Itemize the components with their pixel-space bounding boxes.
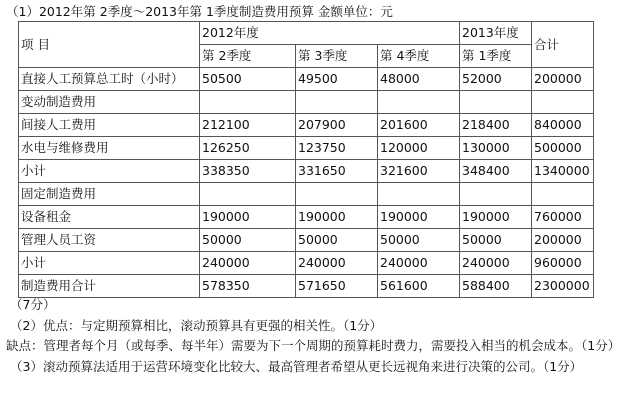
table-row (19, 229, 594, 252)
row-label: 间接人工费用 (19, 114, 200, 137)
table-cell: 578350 (200, 275, 296, 298)
table-cell: 190000 (460, 206, 532, 229)
table-cell: 500000 (532, 137, 594, 160)
table-header-row (19, 22, 594, 45)
table-cell (200, 91, 296, 114)
row-label: 变动制造费用 (19, 91, 200, 114)
table-cell (200, 183, 296, 206)
row-label: 设备租金 (19, 206, 200, 229)
table-cell: 201600 (378, 114, 460, 137)
table-cell: 588400 (460, 275, 532, 298)
table-row (19, 160, 594, 183)
table-cell: 190000 (200, 206, 296, 229)
row-label: 小计 (19, 160, 200, 183)
table-cell: 50000 (378, 229, 460, 252)
row-label: 制造费用合计 (19, 275, 200, 298)
table-cell (378, 183, 460, 206)
table-cell: 50000 (460, 229, 532, 252)
table-cell: 240000 (378, 252, 460, 275)
table-row (19, 114, 594, 137)
advantage-text: （2）优点：与定期预算相比，滚动预算具有更强的相关性。（1分） (10, 317, 383, 333)
table-cell: 960000 (532, 252, 594, 275)
table-cell: 130000 (460, 137, 532, 160)
table-cell: 331650 (296, 160, 378, 183)
table-cell: 48000 (378, 68, 460, 91)
table-cell: 338350 (200, 160, 296, 183)
table-cell: 50000 (200, 229, 296, 252)
table-cell: 218400 (460, 114, 532, 137)
table-cell: 571650 (296, 275, 378, 298)
quarter-header: 第 3季度 (296, 45, 378, 68)
table-cell: 561600 (378, 275, 460, 298)
table-cell: 348400 (460, 160, 532, 183)
table-cell: 200000 (532, 68, 594, 91)
table-cell (532, 183, 594, 206)
disadvantage-text: 缺点：管理者每个月（或每季、每半年）需要为下一个周期的预算耗时费力，需要投入相当的机会成本。（1分） (6, 338, 621, 353)
table-cell: 49500 (296, 68, 378, 91)
page-title: （1）2012年第 2季度～2013年第 1季度制造费用预算 金额单位：元 (6, 4, 393, 19)
quarter-header: 第 4季度 (378, 45, 460, 68)
table-cell: 240000 (200, 252, 296, 275)
item-header: 项 目 (19, 22, 200, 68)
table-cell: 321600 (378, 160, 460, 183)
table-cell: 840000 (532, 114, 594, 137)
score-note: （7分） (10, 297, 56, 312)
total-header: 合计 (532, 22, 594, 68)
table-cell: 190000 (378, 206, 460, 229)
table-cell: 240000 (296, 252, 378, 275)
table-cell (532, 91, 594, 114)
table-cell: 212100 (200, 114, 296, 137)
table-cell: 207900 (296, 114, 378, 137)
table-row (19, 206, 594, 229)
budget-body (19, 68, 594, 298)
quarter-header: 第 2季度 (200, 45, 296, 68)
table-cell (460, 91, 532, 114)
table-cell: 123750 (296, 137, 378, 160)
applicability-text: （3）滚动预算法适用于运营环境变化比较大、最高管理者希望从更长远视角来进行决策的公司。（1分） (10, 358, 583, 374)
row-label: 小计 (19, 252, 200, 275)
table-cell: 760000 (532, 206, 594, 229)
table-row (19, 137, 594, 160)
table-cell: 1340000 (532, 160, 594, 183)
row-label: 水电与维修费用 (19, 137, 200, 160)
table-cell: 240000 (460, 252, 532, 275)
table-cell (296, 183, 378, 206)
table-cell (296, 91, 378, 114)
table-cell: 2300000 (532, 275, 594, 298)
table-row (19, 91, 594, 114)
budget-table (18, 21, 594, 298)
table-cell: 200000 (532, 229, 594, 252)
table-cell: 52000 (460, 68, 532, 91)
table-cell: 120000 (378, 137, 460, 160)
table-cell: 190000 (296, 206, 378, 229)
quarter-header: 第 1季度 (460, 45, 532, 68)
table-row (19, 68, 594, 91)
table-cell (460, 183, 532, 206)
answer-notes (6, 295, 640, 377)
table-cell (378, 91, 460, 114)
row-label: 管理人员工资 (19, 229, 200, 252)
table-row (19, 183, 594, 206)
table-cell: 50500 (200, 68, 296, 91)
year-2012-header: 2012年度 (200, 22, 460, 45)
table-cell: 126250 (200, 137, 296, 160)
table-cell: 50000 (296, 229, 378, 252)
row-label: 固定制造费用 (19, 183, 200, 206)
year-2013-header: 2013年度 (460, 22, 532, 45)
table-row (19, 252, 594, 275)
row-label: 直接人工预算总工时（小时） (19, 68, 200, 91)
